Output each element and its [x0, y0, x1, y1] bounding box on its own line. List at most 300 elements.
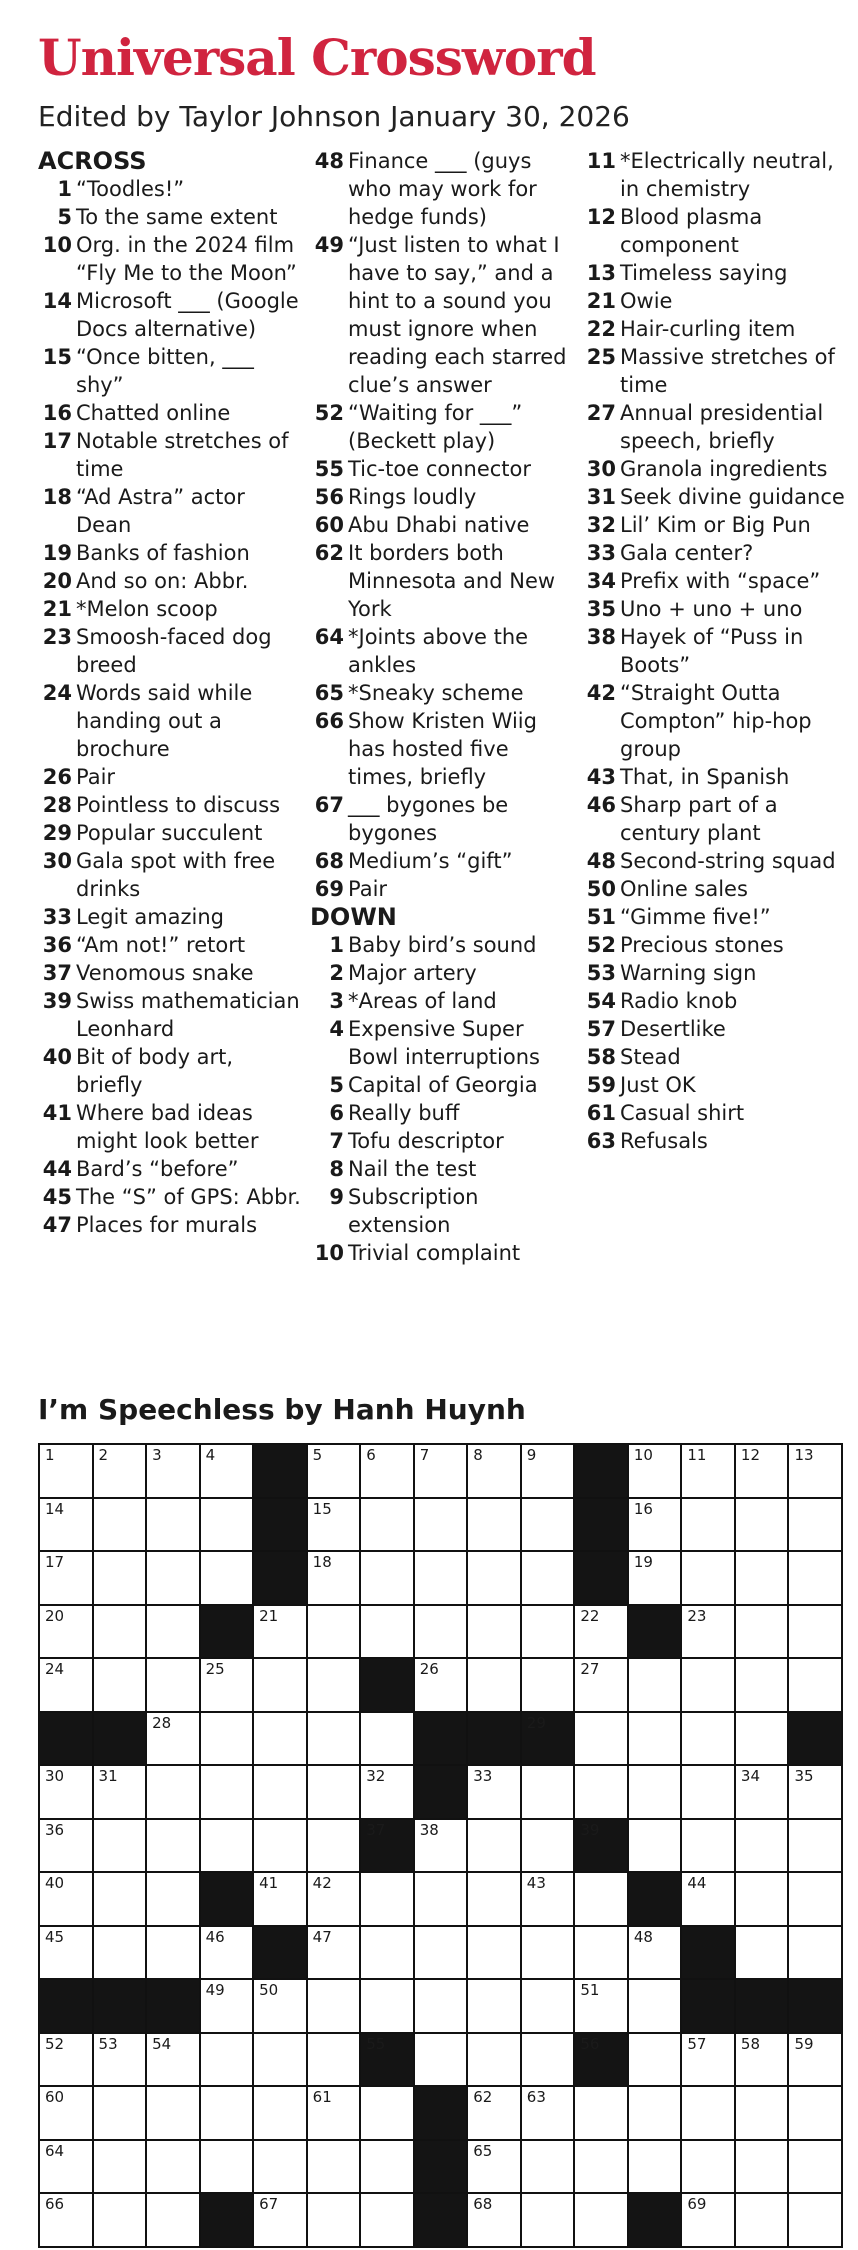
across-clue-49 [310, 231, 578, 399]
clue-text: Notable stretches of time [76, 429, 289, 481]
clue-number: 56 [314, 485, 344, 509]
across-clue-69 [310, 875, 578, 903]
grid-cell[interactable] [147, 2141, 201, 2195]
grid-cell[interactable] [629, 1927, 683, 1981]
grid-cell[interactable] [40, 1552, 94, 1606]
grid-cell[interactable] [522, 1980, 576, 2034]
grid-cell[interactable] [147, 1713, 201, 1767]
grid-cell[interactable] [94, 2087, 148, 2141]
grid-cell[interactable] [522, 2194, 576, 2248]
clue-text: “Once bitten, ___ shy” [76, 345, 254, 397]
grid-cell[interactable] [789, 1659, 843, 1713]
grid-cell[interactable] [575, 1606, 629, 1660]
grid-cell[interactable] [308, 1873, 362, 1927]
grid-cell[interactable] [629, 1820, 683, 1874]
grid-cell[interactable] [468, 1927, 522, 1981]
grid-cell[interactable] [789, 1499, 843, 1553]
grid-cell[interactable] [736, 2194, 790, 2248]
down-clue-50 [582, 875, 850, 903]
grid-cell[interactable] [254, 1820, 308, 1874]
grid-cell[interactable] [254, 1980, 308, 2034]
grid-cell[interactable] [308, 1766, 362, 1820]
grid-cell[interactable] [308, 2087, 362, 2141]
grid-cell[interactable] [201, 1820, 255, 1874]
clue-number: 57 [586, 1017, 616, 1041]
black-square [575, 1499, 629, 1553]
grid-cell[interactable] [682, 1873, 736, 1927]
grid-cell[interactable] [629, 1445, 683, 1499]
clue-text: Bit of body art, briefly [76, 1045, 234, 1097]
black-square [468, 1713, 522, 1767]
clue-number: 53 [586, 961, 616, 985]
clue-text: Medium’s “gift” [348, 849, 513, 873]
grid-cell[interactable] [522, 1820, 576, 1874]
grid-cell[interactable] [522, 2034, 576, 2088]
grid-cell[interactable] [736, 2034, 790, 2088]
grid-cell[interactable] [789, 2194, 843, 2248]
black-square [201, 1873, 255, 1927]
grid-cell[interactable] [94, 1499, 148, 1553]
cell-number: 27 [580, 1660, 600, 1679]
clue-number: 24 [42, 681, 72, 705]
grid-cell[interactable] [629, 1713, 683, 1767]
clue-text: Blood plasma component [620, 205, 763, 257]
black-square [629, 1606, 683, 1660]
across-clue-62 [310, 539, 578, 623]
grid-cell[interactable] [147, 1873, 201, 1927]
black-square [415, 2087, 469, 2141]
grid-cell[interactable] [789, 1766, 843, 1820]
grid-cell[interactable] [789, 2141, 843, 2195]
grid-cell[interactable] [789, 1927, 843, 1981]
grid-cell[interactable] [94, 2141, 148, 2195]
down-clue-58 [582, 1043, 850, 1071]
black-square [94, 1980, 148, 2034]
grid-cell[interactable] [40, 1659, 94, 1713]
grid-cell[interactable] [575, 2141, 629, 2195]
clue-number: 37 [42, 961, 72, 985]
grid-cell[interactable] [147, 1766, 201, 1820]
grid-cell[interactable] [254, 1606, 308, 1660]
grid-cell[interactable] [415, 1499, 469, 1553]
grid-cell[interactable] [361, 1873, 415, 1927]
grid-cell[interactable] [575, 2194, 629, 2248]
cell-number: 45 [45, 1927, 65, 1946]
grid-cell[interactable] [201, 1499, 255, 1553]
grid-cell[interactable] [575, 1766, 629, 1820]
grid-cell[interactable] [201, 1445, 255, 1499]
grid-cell[interactable] [254, 1659, 308, 1713]
grid-cell[interactable] [361, 1766, 415, 1820]
grid-cell[interactable] [736, 1606, 790, 1660]
grid-cell[interactable] [254, 1766, 308, 1820]
grid-cell[interactable] [147, 1499, 201, 1553]
grid-cell[interactable] [415, 1873, 469, 1927]
down-clue-25 [582, 343, 850, 399]
grid-cell[interactable] [736, 1820, 790, 1874]
grid-cell[interactable] [201, 1927, 255, 1981]
clue-text: Really buff [348, 1101, 460, 1125]
grid-cell[interactable] [94, 1552, 148, 1606]
across-clue-67 [310, 791, 578, 847]
clue-number: 48 [586, 849, 616, 873]
grid-cell[interactable] [468, 1873, 522, 1927]
grid-cell[interactable] [308, 2034, 362, 2088]
grid-cell[interactable] [789, 1820, 843, 1874]
grid-cell[interactable] [522, 2087, 576, 2141]
grid-cell[interactable] [147, 1820, 201, 1874]
clue-number: 21 [586, 289, 616, 313]
grid-cell[interactable] [308, 1820, 362, 1874]
down-clue-27 [582, 399, 850, 455]
grid-cell[interactable] [522, 1445, 576, 1499]
grid-cell[interactable] [629, 2034, 683, 2088]
grid-cell[interactable] [201, 1659, 255, 1713]
grid-cell[interactable] [682, 1659, 736, 1713]
clue-number: 29 [42, 821, 72, 845]
across-clue-19 [38, 539, 306, 567]
clue-number: 52 [314, 401, 344, 425]
grid-cell[interactable] [682, 1820, 736, 1874]
grid-cell[interactable] [40, 2141, 94, 2195]
grid-cell[interactable] [468, 1659, 522, 1713]
grid-cell[interactable] [254, 2141, 308, 2195]
grid-cell[interactable] [682, 2141, 736, 2195]
grid-cell[interactable] [682, 2194, 736, 2248]
down-clue-30 [582, 455, 850, 483]
black-square [201, 2194, 255, 2248]
clue-text: Nail the test [348, 1157, 477, 1181]
clue-text: Pair [76, 765, 116, 789]
clue-text: “Just listen to what I have to say,” and a hint to a sound you must ignore when reading each starred clue’s answer [348, 233, 567, 397]
cell-number: 57 [687, 2034, 707, 2053]
grid-cell[interactable] [40, 1445, 94, 1499]
grid-cell[interactable] [522, 1659, 576, 1713]
clue-number: 13 [586, 261, 616, 285]
grid-cell[interactable] [40, 1606, 94, 1660]
grid-cell[interactable] [468, 1499, 522, 1553]
cell-number: 34 [740, 1767, 761, 1786]
grid-cell[interactable] [629, 2141, 683, 2195]
grid-cell[interactable] [308, 2141, 362, 2195]
cell-number: 2 [98, 1446, 109, 1464]
black-square [94, 1713, 148, 1767]
grid-cell[interactable] [308, 1552, 362, 1606]
grid-cell[interactable] [94, 1766, 148, 1820]
clue-number: 69 [314, 877, 344, 901]
clue-number: 42 [586, 681, 616, 705]
grid-cell[interactable] [629, 1659, 683, 1713]
clue-number: 19 [42, 541, 72, 565]
grid-cell[interactable] [40, 1820, 94, 1874]
grid-cell[interactable] [736, 1873, 790, 1927]
cell-number: 56 [580, 2034, 600, 2053]
grid-cell[interactable] [736, 1927, 790, 1981]
grid-cell[interactable] [522, 1766, 576, 1820]
grid-cell[interactable] [147, 1552, 201, 1606]
grid-cell[interactable] [682, 2034, 736, 2088]
grid-cell[interactable] [629, 1980, 683, 2034]
across-heading: ACROSS [38, 147, 147, 175]
grid-cell[interactable] [361, 2194, 415, 2248]
cell-number: 7 [419, 1446, 430, 1464]
grid-cell[interactable] [94, 1873, 148, 1927]
clue-text: Capital of Georgia [348, 1073, 538, 1097]
grid-cell[interactable] [94, 1927, 148, 1981]
grid-cell[interactable] [40, 1927, 94, 1981]
grid-cell[interactable] [468, 1445, 522, 1499]
grid-cell[interactable] [308, 1499, 362, 1553]
grid-cell[interactable] [736, 1552, 790, 1606]
clue-number: 3 [329, 989, 344, 1013]
clue-text: Massive stretches of time [620, 345, 835, 397]
grid-cell[interactable] [522, 1552, 576, 1606]
grid-cell[interactable] [361, 1499, 415, 1553]
grid-cell[interactable] [522, 2141, 576, 2195]
grid-cell[interactable] [789, 2034, 843, 2088]
black-square [201, 1606, 255, 1660]
grid-cell[interactable] [94, 1445, 148, 1499]
grid-cell[interactable] [308, 1659, 362, 1713]
grid-cell[interactable] [682, 2087, 736, 2141]
grid-cell[interactable] [147, 1659, 201, 1713]
grid-cell[interactable] [468, 1820, 522, 1874]
clue-text: Major artery [348, 961, 477, 985]
grid-cell[interactable] [736, 1445, 790, 1499]
grid-cell[interactable] [736, 2087, 790, 2141]
grid-cell[interactable] [682, 1766, 736, 1820]
crossword-title: Universal Crossword [38, 28, 596, 87]
grid-cell[interactable] [575, 1927, 629, 1981]
grid-cell[interactable] [361, 1927, 415, 1981]
down-clue-42 [582, 679, 850, 763]
cell-number: 17 [45, 1553, 65, 1572]
grid-cell[interactable] [736, 1766, 790, 1820]
grid-cell[interactable] [415, 1552, 469, 1606]
cell-number: 32 [366, 1767, 386, 1786]
grid-cell[interactable] [415, 1820, 469, 1874]
black-square [575, 1552, 629, 1606]
grid-cell[interactable] [575, 1873, 629, 1927]
grid-cell[interactable] [468, 2141, 522, 2195]
grid-cell[interactable] [201, 1552, 255, 1606]
grid-cell[interactable] [468, 1980, 522, 2034]
clue-number: 49 [314, 233, 344, 257]
grid-cell[interactable] [361, 1552, 415, 1606]
grid-cell[interactable] [789, 1552, 843, 1606]
grid-cell[interactable] [736, 1499, 790, 1553]
grid-cell[interactable] [40, 2034, 94, 2088]
cell-number: 1 [45, 1446, 55, 1464]
grid-cell[interactable] [682, 1606, 736, 1660]
grid-cell[interactable] [682, 1499, 736, 1553]
cell-number: 60 [45, 2088, 65, 2107]
clue-text: *Sneaky scheme [348, 681, 524, 705]
down-clue-11 [582, 147, 850, 203]
grid-cell[interactable] [629, 1766, 683, 1820]
grid-cell[interactable] [736, 2141, 790, 2195]
grid-cell[interactable] [682, 1713, 736, 1767]
grid-cell[interactable] [789, 1606, 843, 1660]
grid-cell[interactable] [201, 1980, 255, 2034]
cell-number: 25 [205, 1660, 225, 1679]
down-clue-32 [582, 511, 850, 539]
cell-number: 66 [45, 2195, 65, 2214]
grid-cell[interactable] [468, 1606, 522, 1660]
grid-cell[interactable] [94, 2194, 148, 2248]
grid-cell[interactable] [254, 2034, 308, 2088]
grid-cell[interactable] [308, 1927, 362, 1981]
clue-number: 2 [329, 961, 344, 985]
clue-text: *Melon scoop [76, 597, 218, 621]
clue-number: 54 [586, 989, 616, 1013]
grid-cell[interactable] [254, 1873, 308, 1927]
black-square [254, 1445, 308, 1499]
grid-cell[interactable] [254, 2087, 308, 2141]
grid-cell[interactable] [629, 1499, 683, 1553]
grid-cell[interactable] [575, 1713, 629, 1767]
grid-cell[interactable] [575, 2087, 629, 2141]
cell-number: 36 [45, 1820, 65, 1839]
grid-cell[interactable] [308, 1606, 362, 1660]
grid-cell[interactable] [415, 2034, 469, 2088]
grid-cell[interactable] [361, 2141, 415, 2195]
grid-cell[interactable] [736, 1659, 790, 1713]
grid-cell[interactable] [361, 1606, 415, 1660]
clue-text: Second-string squad [620, 849, 836, 873]
down-clue-63 [582, 1127, 850, 1155]
clue-column-3 [582, 147, 850, 1155]
grid-cell[interactable] [308, 1445, 362, 1499]
grid-cell[interactable] [147, 2034, 201, 2088]
crossword-grid [38, 1443, 843, 2248]
grid-cell[interactable] [682, 1445, 736, 1499]
cell-number: 12 [740, 1446, 761, 1464]
grid-cell[interactable] [415, 1606, 469, 1660]
grid-cell[interactable] [415, 1927, 469, 1981]
grid-cell[interactable] [789, 1873, 843, 1927]
clue-text: Rings loudly [348, 485, 477, 509]
grid-cell[interactable] [522, 1873, 576, 1927]
across-clue-18 [38, 483, 306, 539]
grid-cell[interactable] [201, 1766, 255, 1820]
clue-number: 45 [42, 1185, 72, 1209]
grid-cell[interactable] [94, 1606, 148, 1660]
grid-cell[interactable] [736, 1713, 790, 1767]
grid-cell[interactable] [308, 1980, 362, 2034]
across-clue-33 [38, 903, 306, 931]
grid-cell[interactable] [789, 2087, 843, 2141]
grid-cell[interactable] [468, 2087, 522, 2141]
black-square [254, 1552, 308, 1606]
grid-cell[interactable] [468, 1552, 522, 1606]
grid-cell[interactable] [40, 1499, 94, 1553]
grid-cell[interactable] [94, 1659, 148, 1713]
across-clue-68 [310, 847, 578, 875]
grid-cell[interactable] [415, 1980, 469, 2034]
grid-cell[interactable] [201, 2034, 255, 2088]
grid-cell[interactable] [308, 1713, 362, 1767]
clue-text: Expensive Super Bowl interruptions [348, 1017, 540, 1069]
grid-cell[interactable] [40, 1766, 94, 1820]
clue-number: 11 [586, 149, 616, 173]
grid-cell[interactable] [147, 1445, 201, 1499]
grid-cell[interactable] [629, 1552, 683, 1606]
clue-text: Show Kristen Wiig has hosted five times, briefly [348, 709, 537, 789]
grid-cell[interactable] [415, 1445, 469, 1499]
clue-text: Microsoft ___ (Google Docs alternative) [76, 289, 299, 341]
grid-cell[interactable] [629, 2087, 683, 2141]
grid-cell[interactable] [468, 2194, 522, 2248]
grid-cell[interactable] [522, 1606, 576, 1660]
grid-cell[interactable] [468, 2034, 522, 2088]
grid-cell[interactable] [40, 2087, 94, 2141]
grid-cell[interactable] [94, 1820, 148, 1874]
grid-cell[interactable] [201, 2141, 255, 2195]
grid-cell[interactable] [361, 2087, 415, 2141]
black-square [415, 2194, 469, 2248]
grid-cell[interactable] [361, 1980, 415, 2034]
grid-cell[interactable] [40, 1873, 94, 1927]
grid-cell[interactable] [575, 1980, 629, 2034]
black-square [361, 1820, 415, 1874]
clue-text: Hayek of “Puss in Boots” [620, 625, 804, 677]
cell-number: 69 [687, 2195, 707, 2214]
grid-cell[interactable] [575, 1659, 629, 1713]
grid-cell[interactable] [361, 1445, 415, 1499]
grid-cell[interactable] [147, 2194, 201, 2248]
down-clue-22 [582, 315, 850, 343]
grid-cell[interactable] [682, 1552, 736, 1606]
grid-cell[interactable] [522, 1927, 576, 1981]
grid-cell[interactable] [308, 2194, 362, 2248]
clue-text: ___ bygones be bygones [348, 793, 509, 845]
grid-cell[interactable] [147, 2087, 201, 2141]
grid-cell[interactable] [201, 1713, 255, 1767]
cell-number: 41 [259, 1874, 279, 1893]
across-clue-64 [310, 623, 578, 679]
grid-cell[interactable] [94, 2034, 148, 2088]
clue-number: 60 [314, 513, 344, 537]
clue-text: Granola ingredients [620, 457, 828, 481]
grid-cell[interactable] [522, 1499, 576, 1553]
down-clue-43 [582, 763, 850, 791]
grid-cell[interactable] [254, 2194, 308, 2248]
clue-number: 10 [314, 1241, 344, 1265]
grid-cell[interactable] [468, 1766, 522, 1820]
clue-number: 17 [42, 429, 72, 453]
across-clue-40 [38, 1043, 306, 1099]
grid-cell[interactable] [147, 1927, 201, 1981]
clue-number: 27 [586, 401, 616, 425]
down-clue-13 [582, 259, 850, 287]
grid-cell[interactable] [147, 1606, 201, 1660]
grid-cell[interactable] [789, 1445, 843, 1499]
grid-cell[interactable] [254, 1713, 308, 1767]
grid-cell[interactable] [415, 1659, 469, 1713]
grid-cell[interactable] [361, 1713, 415, 1767]
clue-text: The “S” of GPS: Abbr. [76, 1185, 301, 1209]
clue-text: And so on: Abbr. [76, 569, 249, 593]
down-clue-7 [310, 1127, 578, 1155]
down-clue-2 [310, 959, 578, 987]
clue-text: Bard’s “before” [76, 1157, 239, 1181]
grid-cell[interactable] [40, 2194, 94, 2248]
grid-cell[interactable] [201, 2087, 255, 2141]
down-clue-33 [582, 539, 850, 567]
clue-text: Popular succulent [76, 821, 263, 845]
across-clue-17 [38, 427, 306, 483]
